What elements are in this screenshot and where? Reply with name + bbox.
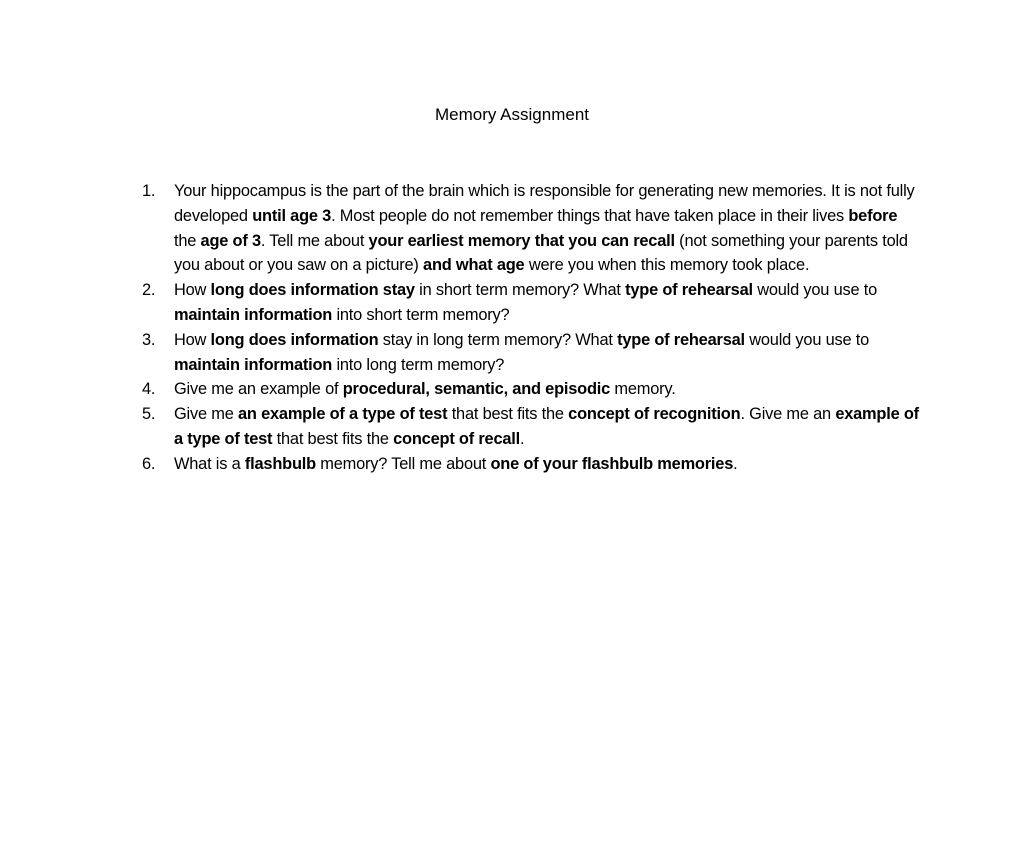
question-emphasis: until age 3 <box>252 206 332 225</box>
question-text: in short term memory? What <box>414 281 626 300</box>
question-emphasis: concept of recognition <box>568 405 741 424</box>
question-emphasis: example of a type of test <box>174 405 919 448</box>
question-text: Your hippocampus is the part of the brain which is responsible for generating new memories. It is not fully developed <box>174 182 915 225</box>
question-text: Give me an example of <box>174 380 343 399</box>
question-text: What is a <box>174 454 245 473</box>
question-emphasis: long does information <box>210 330 379 349</box>
question-text: that best fits the <box>447 405 569 424</box>
question-emphasis: type of rehearsal <box>625 281 753 300</box>
question-list <box>140 179 920 477</box>
question-text: memory. <box>610 380 676 399</box>
question-text: How <box>174 281 211 300</box>
question-number: 1. <box>142 182 156 200</box>
question-emphasis: age of 3 <box>200 231 261 250</box>
document-title: Memory Assignment <box>435 105 589 124</box>
question-emphasis: concept of recall <box>393 429 520 448</box>
question-number: 3. <box>142 330 156 349</box>
question-text: How <box>174 330 211 349</box>
question-text: . <box>733 454 738 473</box>
question-item-6 <box>140 452 920 477</box>
question-emphasis: procedural, semantic, and episodic <box>342 380 611 399</box>
question-emphasis: long does information stay <box>210 281 415 300</box>
question-text: . Give me an <box>740 405 836 424</box>
question-number: 5. <box>142 405 156 424</box>
question-text: memory? Tell me about <box>315 454 491 473</box>
question-number: 6. <box>142 454 156 473</box>
question-text: . <box>520 429 525 448</box>
question-emphasis: maintain information <box>174 305 333 324</box>
question-text: Give me <box>174 405 238 424</box>
question-emphasis: one of your flashbulb memories <box>490 454 734 473</box>
question-text: (not something your parents told you about or you saw on a picture) <box>174 231 908 275</box>
question-item-2 <box>140 278 920 328</box>
question-text: the <box>174 231 201 250</box>
question-text: into long term memory? <box>332 355 505 374</box>
question-text: . Tell me about <box>260 231 369 250</box>
question-item-5 <box>140 402 920 452</box>
question-emphasis: type of rehearsal <box>617 330 745 349</box>
question-text: . Most people do not remember things that have taken place in their lives <box>331 206 849 225</box>
question-text: were you when this memory took place. <box>524 256 810 275</box>
question-text: would you use to <box>752 281 878 300</box>
question-text: that best fits the <box>272 429 394 448</box>
question-emphasis: an example of a type of test <box>237 405 448 424</box>
question-text: stay in long term memory? What <box>378 330 618 349</box>
question-item-4 <box>140 377 920 402</box>
question-text: would you use to <box>744 330 870 349</box>
question-emphasis: before <box>848 206 898 225</box>
question-number: 2. <box>142 281 156 300</box>
question-emphasis: flashbulb <box>244 454 316 473</box>
question-number: 4. <box>142 380 156 399</box>
question-item-1 <box>140 179 920 278</box>
question-emphasis: and what age <box>423 256 525 275</box>
question-emphasis: your earliest memory that you can recall <box>368 231 675 250</box>
question-text: into short term memory? <box>332 305 510 324</box>
question-emphasis: maintain information <box>174 355 333 374</box>
question-item-3 <box>140 328 920 378</box>
